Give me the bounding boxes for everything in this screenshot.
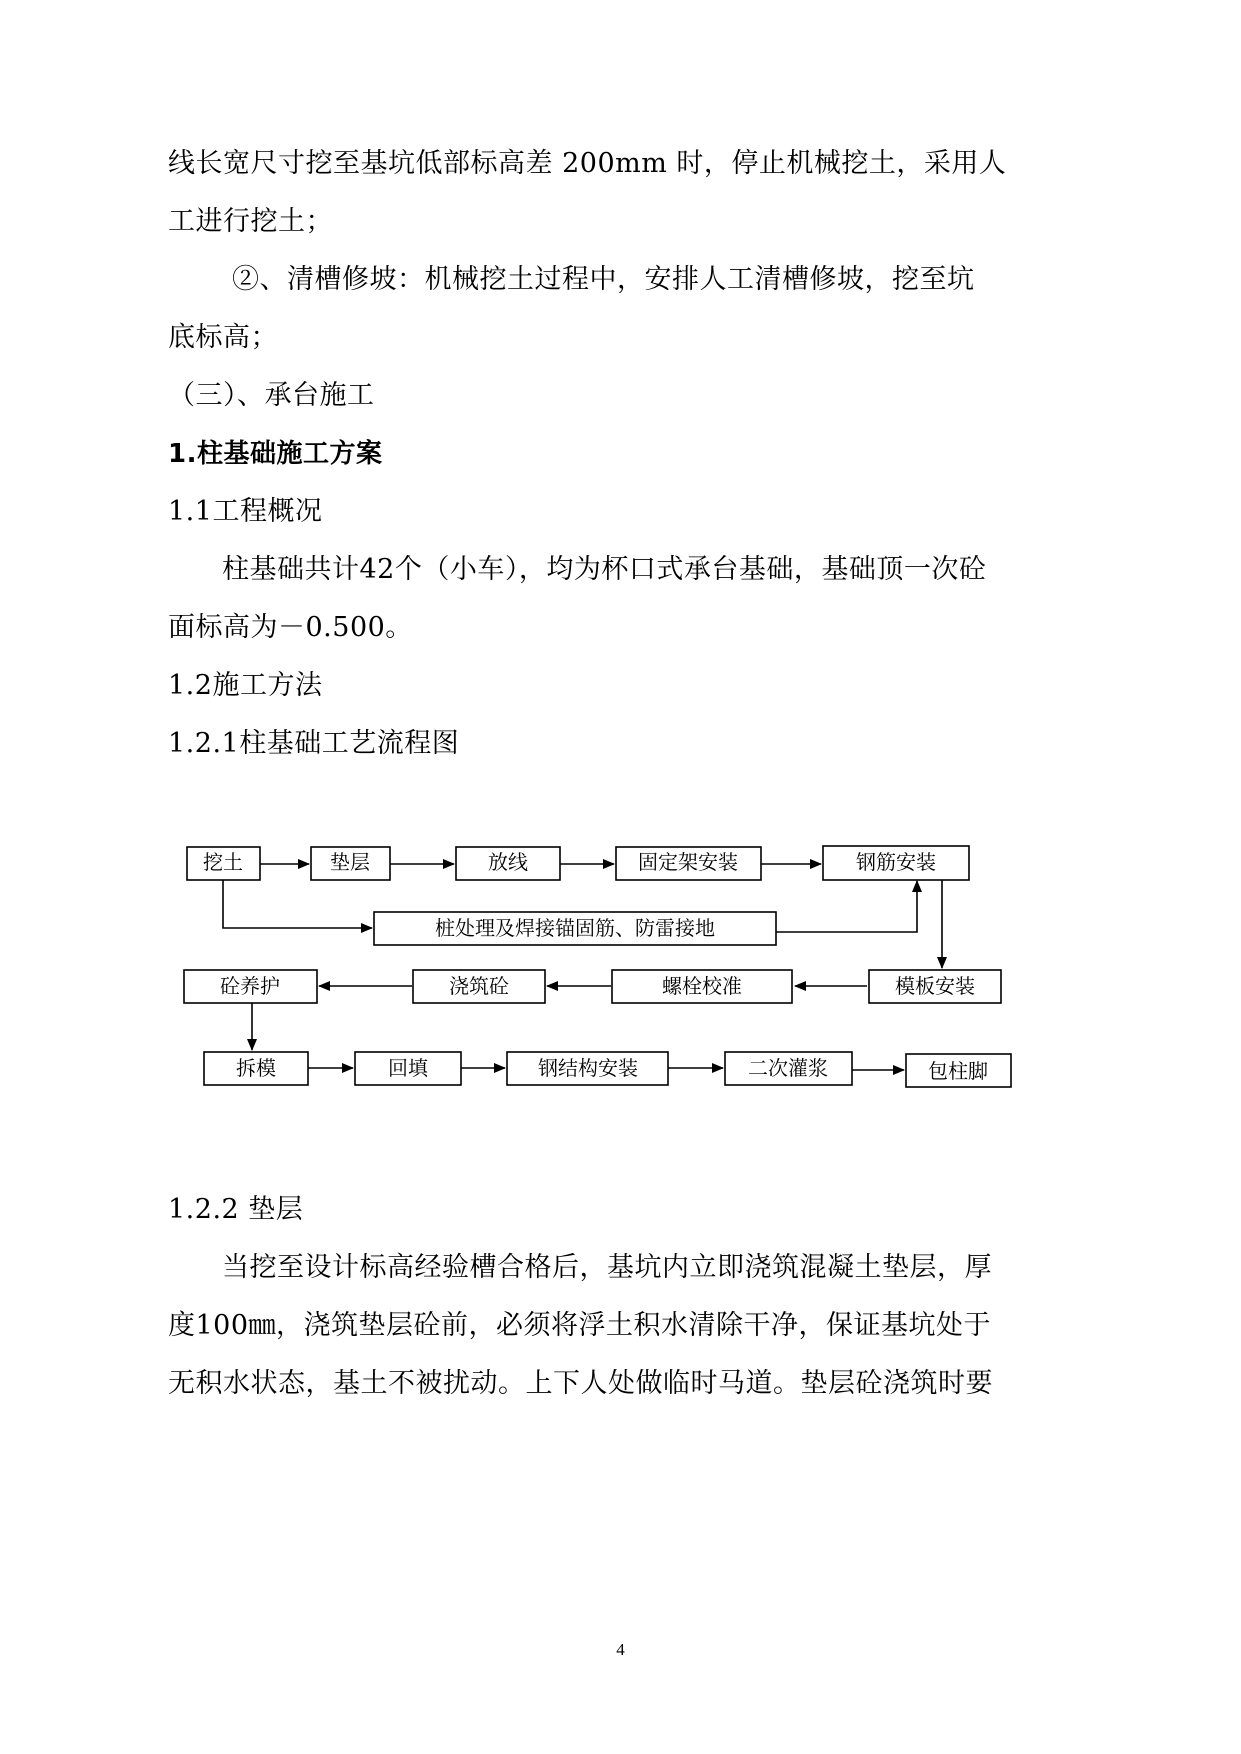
flow-arrow	[776, 881, 917, 932]
flow-node-label: 二次灌浆	[748, 1056, 828, 1080]
page-number: 4	[616, 1640, 625, 1659]
paragraph-line: 工进行挖土；	[168, 206, 333, 237]
flow-arrow	[223, 880, 372, 928]
flow-node-label: 拆模	[236, 1056, 276, 1080]
paragraph-line: 当挖至设计标高经验槽合格后，基坑内立即浇筑混凝土垫层，厚	[222, 1252, 992, 1283]
paragraph-line: 柱基础共计42个（小车），均为杯口式承台基础，基础顶一次砼	[222, 554, 987, 585]
paragraph-line: ②、清槽修坡：机械挖土过程中，安排人工清槽修坡，挖至坑	[232, 264, 975, 295]
flow-node-label: 模板安装	[895, 974, 975, 998]
flow-node-label: 桩处理及焊接锚固筋、防雷接地	[435, 916, 715, 940]
subsection-heading: 1.2施工方法	[168, 670, 323, 701]
flow-node-label: 钢筋安装	[856, 850, 936, 874]
paragraph-line: 底标高；	[168, 322, 278, 353]
paragraph-line: 线长宽尺寸挖至基坑低部标高差 200mm 时，停止机械挖土，采用人	[168, 148, 1007, 179]
section-heading: （三）、承台施工	[168, 380, 375, 411]
flow-node-label: 包柱脚	[928, 1059, 988, 1083]
flow-node-label: 回填	[388, 1056, 428, 1080]
subsection-heading: 1.1工程概况	[168, 496, 323, 527]
flow-node-label: 浇筑砼	[449, 974, 509, 998]
paragraph-line: 面标高为－0.500。	[168, 612, 413, 643]
flow-node-label: 砼养护	[220, 974, 280, 998]
paragraph-line: 度100㎜，浇筑垫层砼前，必须将浮土积水清除干净，保证基坑处于	[168, 1310, 992, 1341]
paragraph-line: 无积水状态，基土不被扰动。上下人处做临时马道。垫层砼浇筑时要	[168, 1368, 993, 1399]
flow-node-label: 螺栓校准	[662, 974, 742, 998]
flow-node-label: 垫层	[330, 850, 370, 874]
flow-node-label: 钢结构安装	[538, 1056, 638, 1080]
flow-node-label: 固定架安装	[638, 850, 738, 874]
chapter-heading: 1.柱基础施工方案	[168, 439, 383, 469]
subsection-heading: 1.2.2 垫层	[168, 1194, 304, 1225]
subsection-heading: 1.2.1柱基础工艺流程图	[168, 728, 460, 759]
flow-node-label: 挖土	[203, 850, 243, 874]
flow-node-label: 放线	[488, 850, 528, 874]
